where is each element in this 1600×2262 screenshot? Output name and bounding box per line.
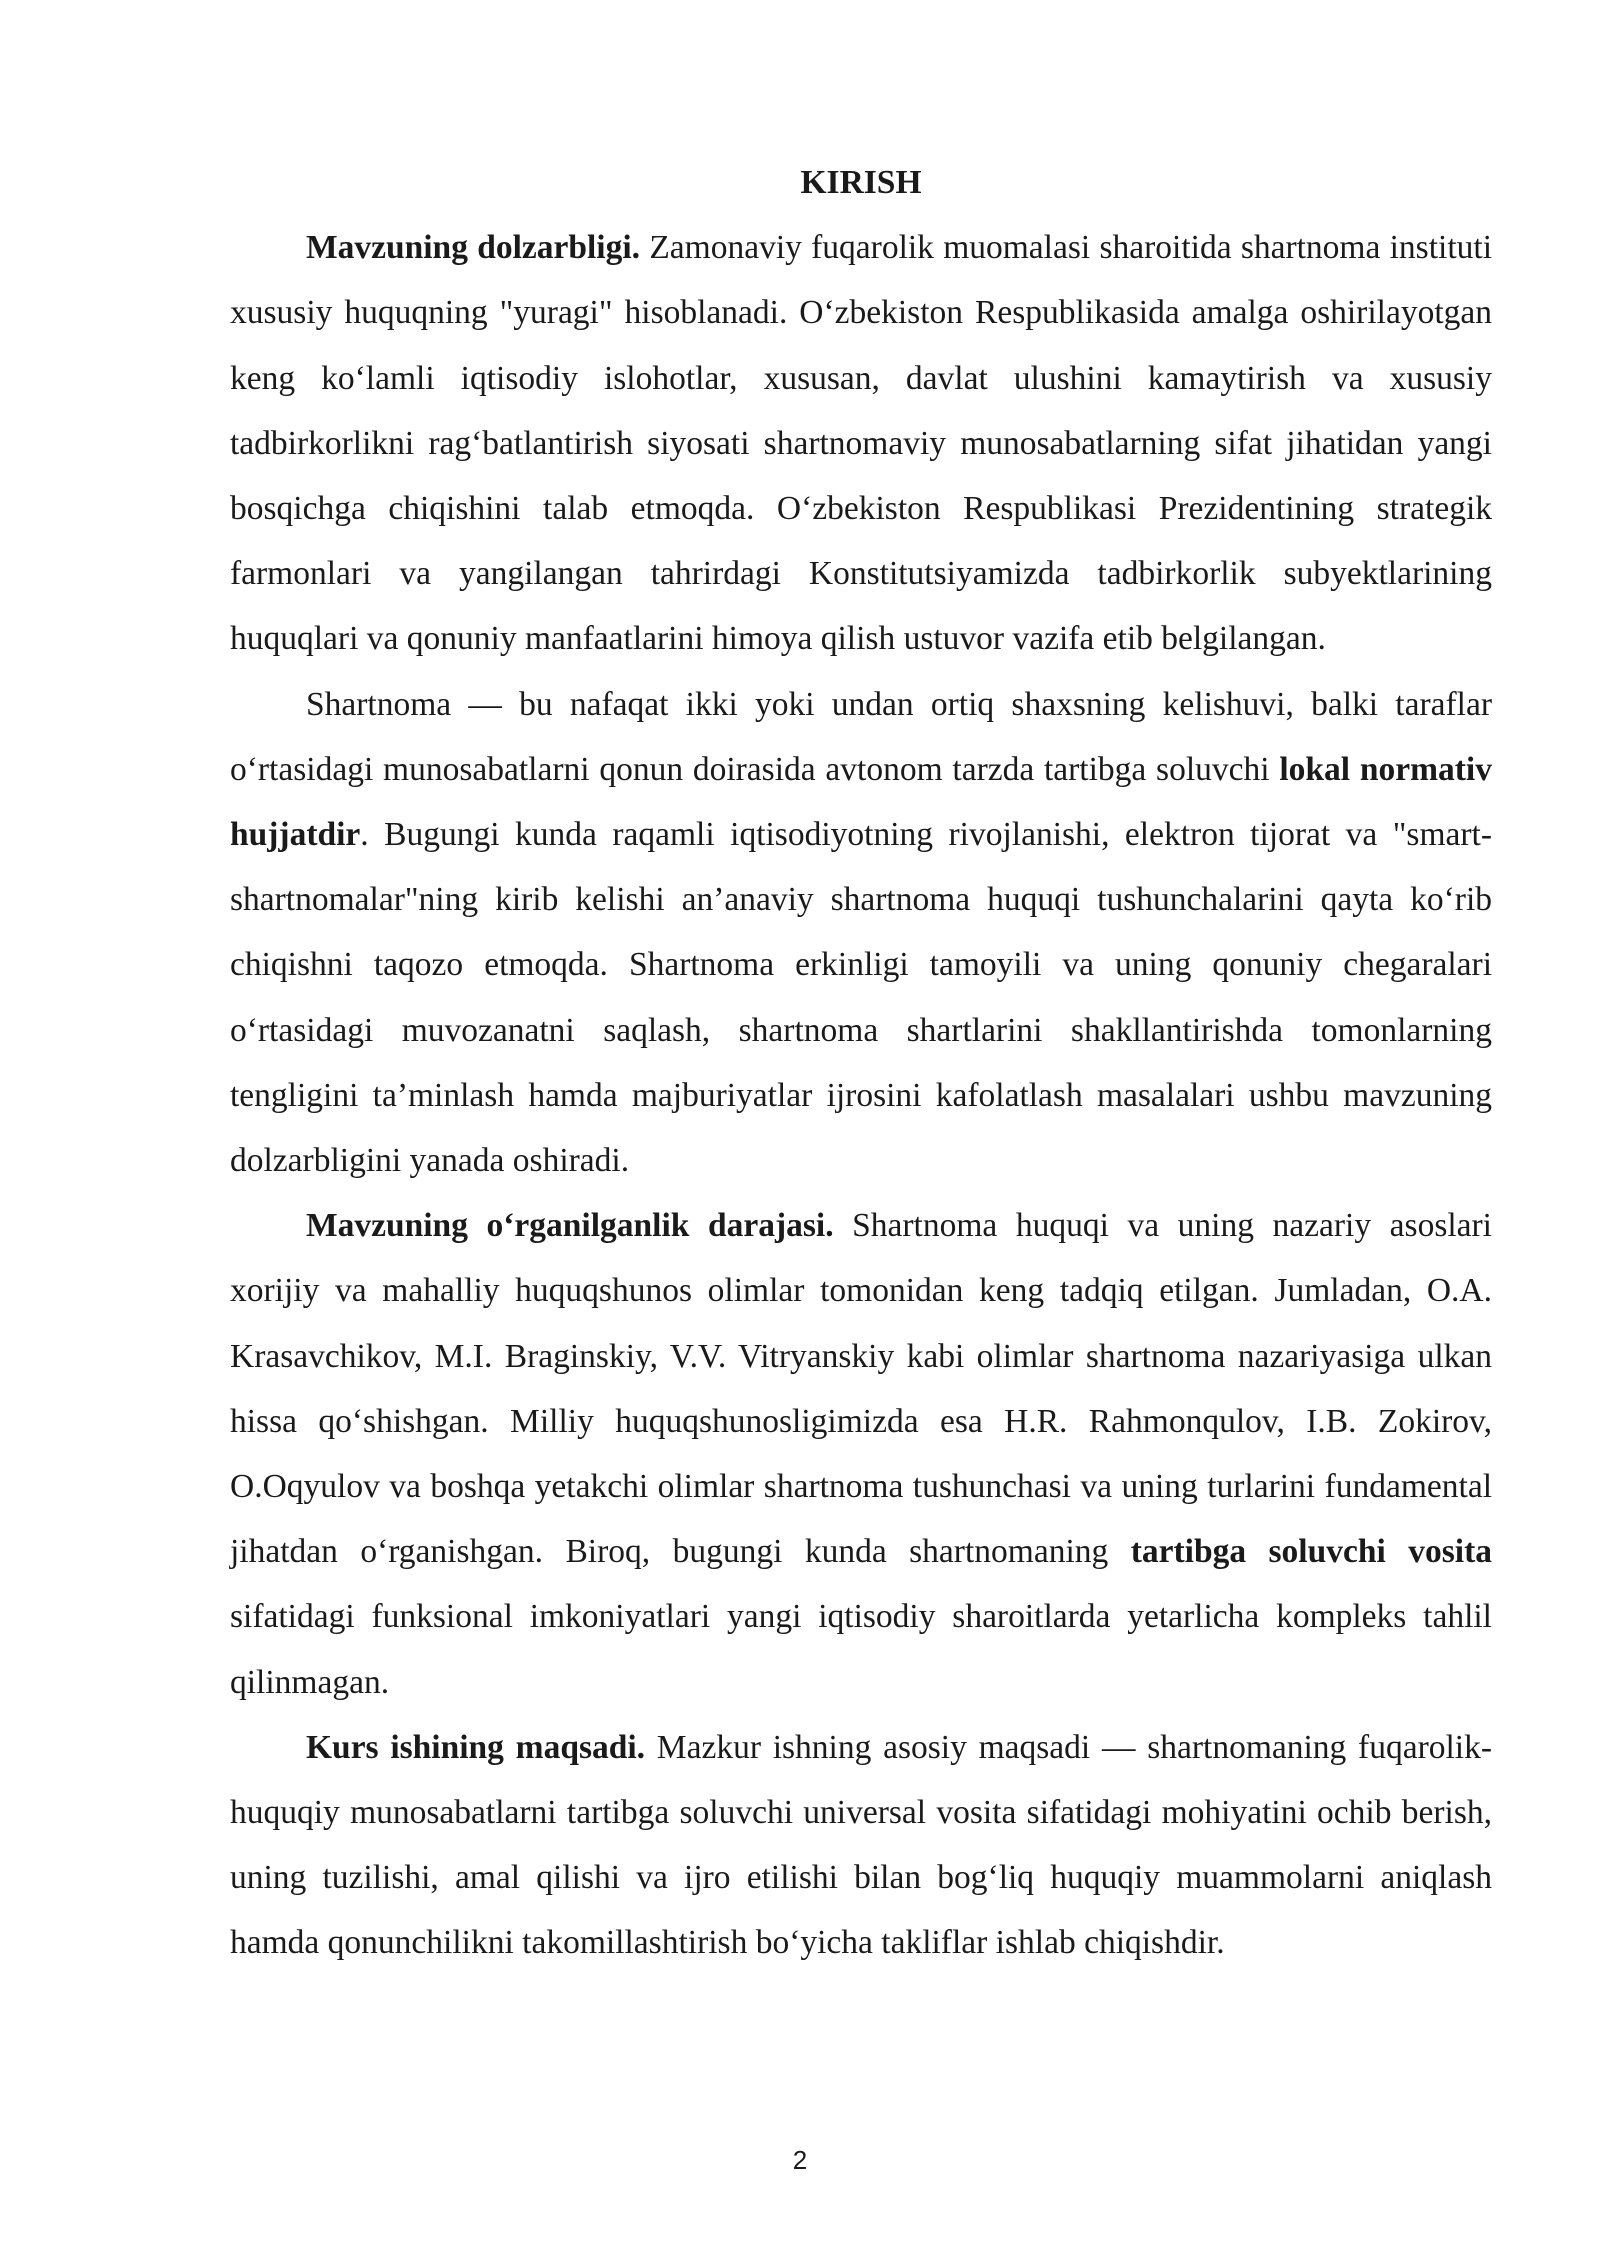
emphasis-text: lokal normativ hujjatdir bbox=[230, 750, 1492, 854]
paragraph-lead: Mavzuning o‘rganilganlik darajasi. bbox=[306, 1207, 834, 1245]
paragraph-lead: Mavzuning dolzarbligi. bbox=[306, 229, 641, 267]
paragraph-lead: Kurs ishining maqsadi. bbox=[306, 1728, 646, 1766]
page-body bbox=[230, 150, 1492, 1976]
paragraph-text: Mazkur ishning asosiy maqsadi — shartnomaning fuqarolik-huquqiy munosabatlarni tartibga soluvchi universal vosita sifatidagi mohiyatini ochib berish, uning tuzilishi, amal qilishi va ijro etilishi bilan bog‘liq huquqiy muammolarni aniqlash hamda qonunchilikni takomillashtirish bo‘yicha takliflar ishlab chiqishdir. bbox=[230, 1728, 1492, 1962]
emphasis-text: tartibga soluvchi vosita bbox=[1130, 1533, 1492, 1571]
paragraph-contract-definition bbox=[230, 672, 1492, 1194]
paragraph-text: . Bugungi kunda raqamli iqtisodiyotning rivojlanishi, elektron tijorat va "smart-shartnomalar"ning kirib kelishi an’anaviy shartnoma huquqi tushunchalarini qayta ko‘rib chiqishni taqozo etmoqda. Shartnoma erkinligi tamoyili va uning qonuniy chegaralari o‘rtasidagi muvozanatni saqlash, shartnoma shartlarini shakllantirishda tomonlarning tengligini ta’minlash hamda majburiyatlar ijrosini kafolatlash masalalari ushbu mavzuning dolzarbligini yanada oshiradi. bbox=[230, 816, 1492, 1180]
paragraph-text: Shartnoma — bu nafaqat ikki yoki undan ortiq shaxsning kelishuvi, balki taraflar o‘rtasidagi munosabatlarni qonun doirasida avtonom tarzda tartibga soluvchi bbox=[230, 685, 1492, 788]
paragraph-text: Zamonaviy fuqarolik muomalasi sharoitida shartnoma instituti xususiy huquqning "yuragi" hisoblanadi. O‘zbekiston Respublikasida amalga oshirilayotgan keng ko‘lamli iqtisodiy islohotlar, xususan, davlat ulushini kamaytirish va xususiy tadbirkorlikni rag‘batlantirish siyosati shartnomaviy munosabatlarning sifat jihatidan yangi bosqichga chiqishini talab etmoqda. O‘zbekiston Respublikasi Prezidentining strategik farmonlari va yangilangan tahrirdagi Konstitutsiyamizda tadbirkorlik subyektlarining huquqlari va qonuniy manfaatlarini himoya qilish ustuvor vazifa etib belgilangan. bbox=[230, 229, 1492, 658]
paragraph-text: Shartnoma huquqi va uning nazariy asoslari xorijiy va mahalliy huquqshunos olimlar tomonidan keng tadqiq etilgan. Jumladan, O.A. Krasavchikov, M.I. Braginskiy, V.V. Vitryanskiy kabi olimlar shartnoma nazariyasiga ulkan hissa qo‘shishgan. Milliy huquqshunosligimizda esa H.R. Rahmonqulov, I.B. Zokirov, O.Oqyulov va boshqa yetakchi olimlar shartnoma tushunchasi va uning turlarini fundamental jihatdan o‘rganishgan. Biroq, bugungi kunda shartnomaning bbox=[230, 1207, 1492, 1571]
paragraph-relevance bbox=[230, 215, 1492, 671]
paragraph-research-level bbox=[230, 1193, 1492, 1715]
paragraph-text: sifatidagi funksional imkoniyatlari yangi iqtisodiy sharoitlarda yetarlicha kompleks tahlil qilinmagan. bbox=[230, 1598, 1492, 1701]
page-title: KIRISH bbox=[800, 164, 922, 201]
paragraph-aim bbox=[230, 1715, 1492, 1976]
page-number: 2 bbox=[792, 2145, 808, 2175]
